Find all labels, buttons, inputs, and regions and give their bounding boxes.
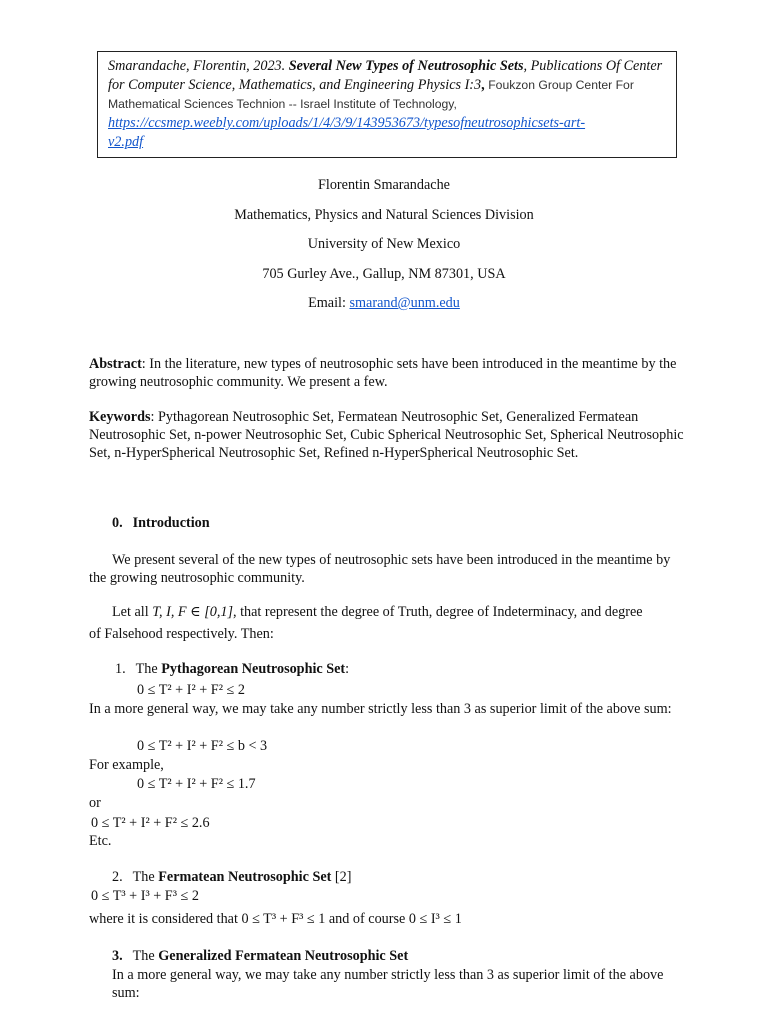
citation-box bbox=[97, 51, 677, 158]
author-name: Florentin Smarandache bbox=[318, 177, 450, 193]
formula-pythagorean-b: 0 ≤ T² + I² + F² ≤ b < 3 bbox=[137, 738, 268, 754]
intro-p2-prefix: Let all bbox=[112, 604, 153, 620]
intro-paragraph-1: We present several of the new types of neutrosophic sets have been introduced in the meantime by the growing neutrosophic community. bbox=[89, 552, 671, 586]
and-of-course-text: and of course bbox=[325, 911, 409, 927]
section-1-the: The bbox=[135, 661, 162, 677]
abstract bbox=[89, 355, 689, 391]
citation-url-line1: https://ccsmep.weebly.com/uploads/1/4/3/9/143953673/typesofneutrosophicsets-art- bbox=[108, 115, 586, 131]
section-3-heading bbox=[112, 948, 408, 965]
abstract-text: : In the literature, new types of neutrosophic sets have been introduced in the meantime by the growing neutrosophic community. We present a few. bbox=[89, 356, 677, 390]
section-1-colon: : bbox=[345, 661, 350, 677]
citation-group: Foukzon Group Center For Mathematical Sciences Technion -- Israel Institute of Technology, bbox=[108, 78, 634, 111]
citation-title: Several New Types of Neutrosophic Sets bbox=[288, 58, 524, 74]
section-3-number: 3. bbox=[112, 948, 123, 964]
citation-authors: Smarandache, Florentin, 2023. bbox=[108, 58, 289, 74]
etc-text: Etc. bbox=[89, 833, 112, 849]
citation-publication: Publications Of Center for Computer Science, Mathematics, and Engineering Physics I:3 bbox=[108, 58, 663, 93]
section-1-number: 1. bbox=[115, 661, 126, 677]
citation-url-line2: v2.pdf bbox=[108, 134, 144, 150]
author-division: Mathematics, Physics and Natural Sciences Division bbox=[234, 207, 534, 223]
formula-pythagorean: 0 ≤ T² + I² + F² ≤ 2 bbox=[137, 682, 245, 698]
author-email-line bbox=[0, 295, 768, 312]
section-1-general-text: In a more general way, we may take any number strictly less than 3 as superior limit of the above sum: bbox=[89, 701, 672, 717]
section-2-reference: [2] bbox=[331, 869, 352, 885]
section-3-title: Generalized Fermatean Neutrosophic Set bbox=[158, 948, 409, 964]
formula-tif: T, I, F ∈ [0,1] bbox=[152, 604, 233, 620]
keywords-label: Keywords bbox=[89, 409, 151, 425]
keywords-text: : Pythagorean Neutrosophic Set, Fermatean Neutrosophic Set, Generalized Fermatean Neutrosophic Set, n-power Neutrosophic Set, Cubic Spherical Neutrosophic Set, Spherical Neutrosophic Set, n-HyperSpherical Neutrosophic Set, Refined n-HyperSpherical Neutrosophic Set. bbox=[89, 409, 684, 461]
author-university: University of New Mexico bbox=[307, 236, 461, 252]
section-heading-introduction bbox=[112, 515, 210, 532]
formula-fermatean: 0 ≤ T³ + I³ + F³ ≤ 2 bbox=[91, 888, 199, 904]
author-address: 705 Gurley Ave., Gallup, NM 87301, USA bbox=[262, 266, 506, 282]
keywords bbox=[89, 408, 689, 462]
email-label: Email: bbox=[308, 295, 350, 311]
abstract-label: Abstract bbox=[89, 356, 142, 372]
section-1-title: Pythagorean Neutrosophic Set bbox=[161, 661, 346, 677]
for-example-text: For example, bbox=[89, 757, 164, 773]
formula-pythagorean-2-6: 0 ≤ T² + I² + F² ≤ 2.6 bbox=[91, 815, 210, 831]
section-2-title: Fermatean Neutrosophic Set bbox=[158, 869, 332, 885]
formula-fermatean-i: 0 ≤ I³ ≤ 1 bbox=[408, 911, 462, 927]
or-text: or bbox=[89, 795, 101, 811]
intro-p2-suffix: , that represent the degree of Truth, degree of Indeterminacy, and degree bbox=[232, 604, 643, 620]
section-3-general-text: In a more general way, we may take any number strictly less than 3 as superior limit of the above sum: bbox=[112, 967, 664, 1001]
section-2-condition bbox=[89, 911, 462, 928]
formula-fermatean-tf: 0 ≤ T³ + F³ ≤ 1 bbox=[241, 911, 326, 927]
section-2-the: The bbox=[132, 869, 159, 885]
where-text: where it is considered that bbox=[89, 911, 242, 927]
citation-separator-bold: , bbox=[481, 77, 489, 93]
intro-paragraph-2-line-2: of Falsehood respectively. Then: bbox=[89, 626, 274, 642]
intro-paragraph-2-line-1 bbox=[112, 604, 643, 621]
section-1-heading bbox=[115, 661, 349, 678]
section-number: 0. bbox=[112, 515, 123, 531]
email-link[interactable]: smarand@unm.edu bbox=[349, 295, 460, 311]
section-2-number: 2. bbox=[112, 869, 123, 885]
citation-separator: , bbox=[523, 58, 531, 74]
section-2-heading bbox=[112, 869, 351, 886]
section-title: Introduction bbox=[132, 515, 210, 531]
section-3-the: The bbox=[132, 948, 159, 964]
formula-pythagorean-1-7: 0 ≤ T² + I² + F² ≤ 1.7 bbox=[137, 776, 256, 792]
citation-url-link[interactable] bbox=[108, 115, 585, 150]
